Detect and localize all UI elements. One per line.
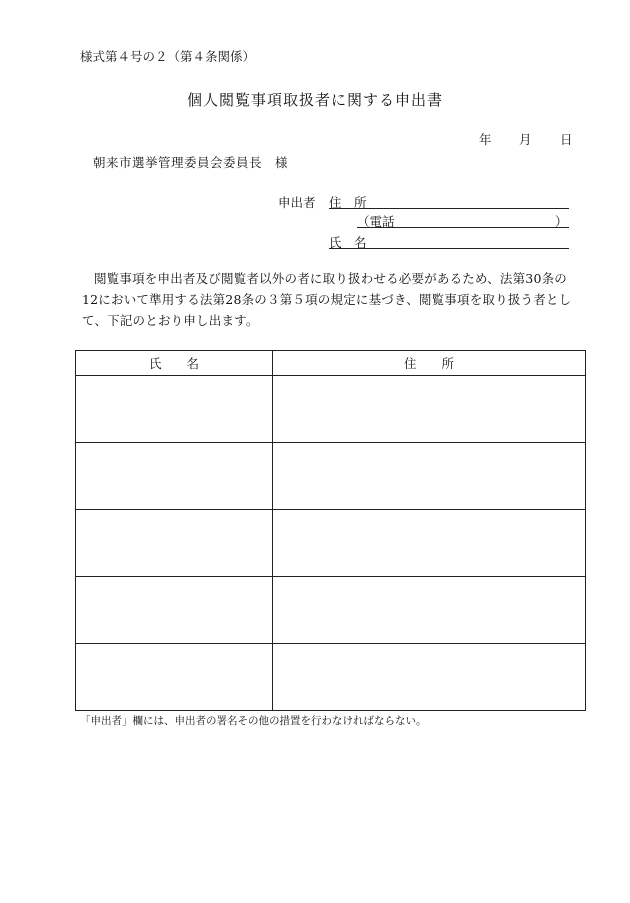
applicant-label: 申出者 [278,195,316,210]
table-row [76,510,586,577]
body-text: 閲覧事項を申出者及び閲覧者以外の者に取り扱わせる必要があるため、法第30条の12において準用する法第28条の３第５項の規定に基づき、閲覧事項を取り扱う者として、下記のとおり申し出ます。 [82,271,572,328]
table-header-address: 住 所 [273,351,586,376]
date-day-label: 日 [560,132,573,147]
name-cell[interactable] [76,577,273,644]
table-header-name: 氏 名 [76,351,273,376]
table-row [76,577,586,644]
table-row [76,443,586,510]
address-cell[interactable] [273,443,586,510]
address-field[interactable] [329,208,569,209]
name-cell[interactable] [76,376,273,443]
name-cell[interactable] [76,644,273,711]
address-cell[interactable] [273,644,586,711]
name-field[interactable] [329,248,569,249]
document-title: 個人閲覧事項取扱者に関する申出書 [186,91,443,109]
table-row [76,644,586,711]
table-row [76,376,586,443]
address-cell[interactable] [273,376,586,443]
footnote: 「申出者」欄には、申出者の署名その他の措置を行わなければならない。 [80,715,427,727]
handler-table [75,350,586,711]
name-label: 氏 名 [329,235,367,250]
phone-close-paren: ） [555,214,568,229]
name-cell[interactable] [76,510,273,577]
addressee: 朝来市選挙管理委員会委員長 様 [93,155,289,170]
form-number: 様式第４号の２（第４条関係） [80,49,256,64]
phone-field[interactable] [357,227,569,228]
date-month-label: 月 [519,132,532,147]
phone-label: （電話 [357,214,395,229]
name-cell[interactable] [76,443,273,510]
address-cell[interactable] [273,510,586,577]
table-header-row [76,351,586,376]
date-year-label: 年 [479,132,492,147]
address-label: 住 所 [329,195,367,210]
address-cell[interactable] [273,577,586,644]
